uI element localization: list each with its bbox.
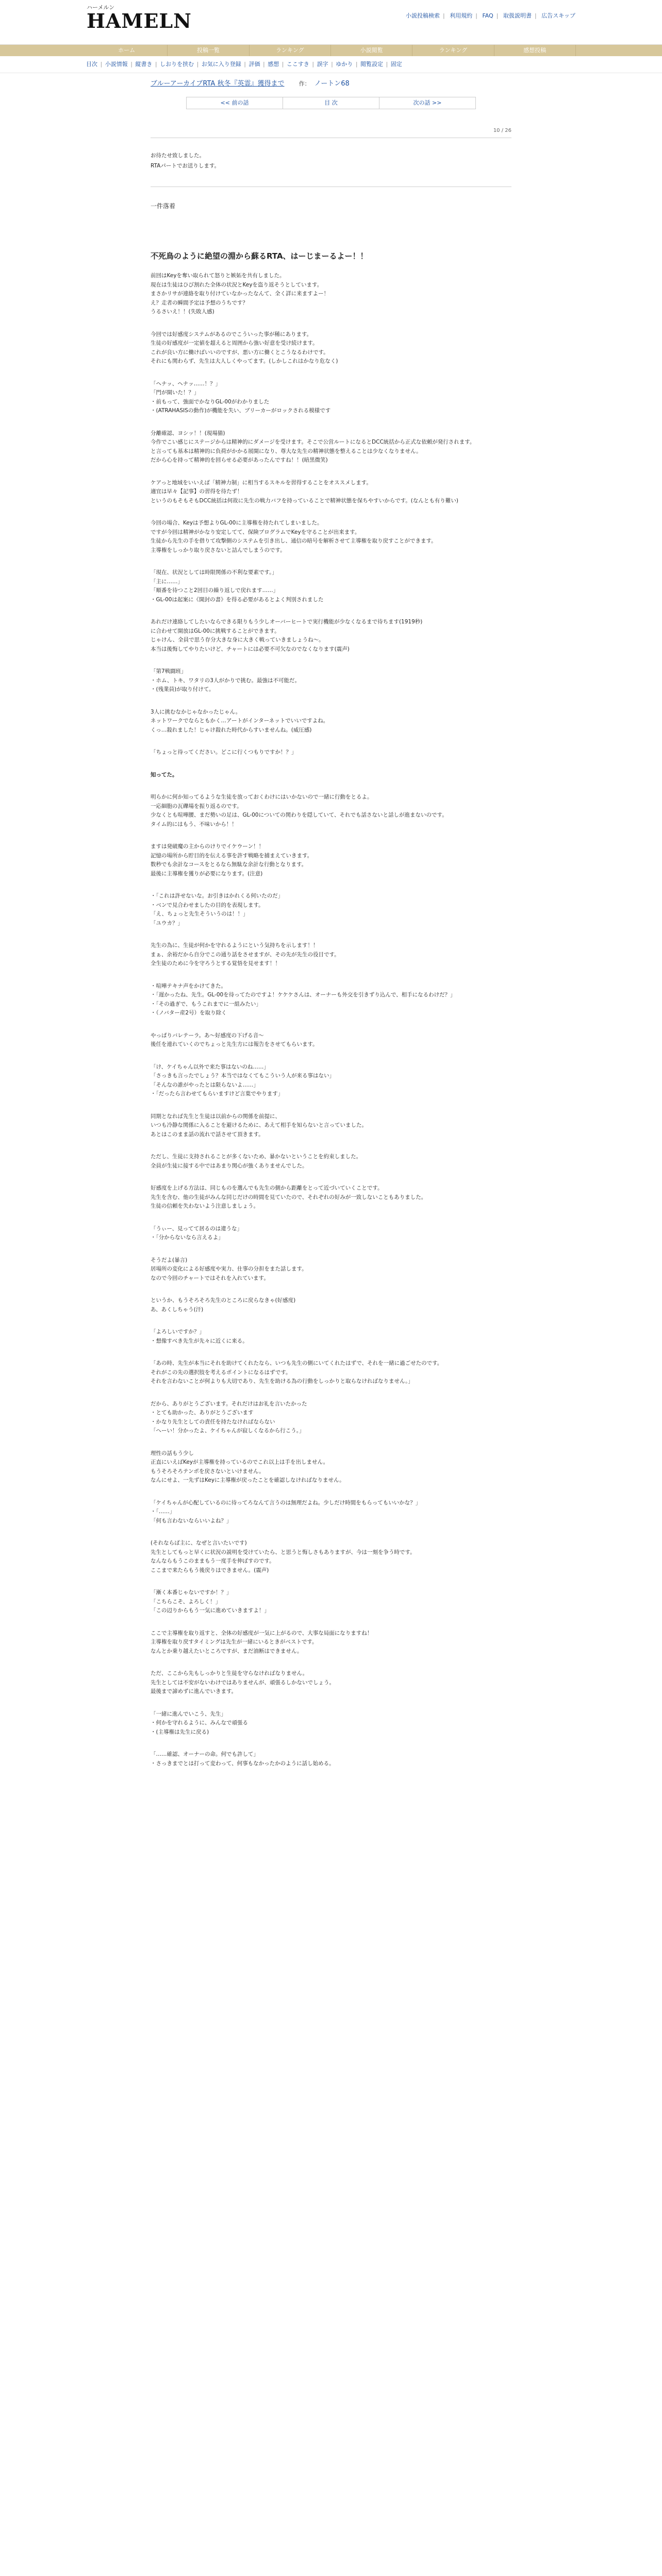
body-paragraph: 知ってた。 [151, 771, 178, 778]
breadcrumb-separator: | [261, 61, 267, 67]
breadcrumb-separator: | [384, 61, 390, 67]
body-paragraph: 「け、ケイちゃん以外で来た事はないのね……」 「さっきも言ったでしょう？本当ではなくてもこういう人が来る事はない」 「そんなの誰がやったとは限らないよ……」 ・「だったら言わせてもらいますけど言葉でやります」 [151, 1063, 335, 1097]
preface-line: お待たせ致しました。 [151, 152, 205, 159]
breadcrumb-link[interactable]: お気に入り登録 [201, 61, 241, 67]
body-paragraph: 分離確認、ヨシッ！！(現場猫) 今作でこい感じにステージからは精神的にダメージを受けます。そこで公営ルートになるとDCC統括から正式な依頼が発行されます。 と言っても基本は精神的に負荷がかかる展開になり、尊大な先生の精神状態を整えることは少なくなりません。 だから心を持って精神的を回らせる必要があったんですね！！(暗黒微笑) [151, 430, 475, 463]
body-paragraph: 「漸く本番じゃないですか！？」 「こちらこそ、よろしく！」 「この辺りからもう一気に進めていきますよ！」 [151, 1589, 270, 1614]
breadcrumb [0, 56, 662, 73]
breadcrumb-link[interactable]: 縦書き [135, 61, 153, 67]
body-paragraph: 「ちょっと待ってください。どこに行くつもりですか！？」 [151, 749, 297, 755]
chapter-text [151, 272, 511, 1768]
author-link[interactable]: ノートン68 [314, 80, 350, 88]
top-links: 小説投稿検索 | 利用規約 | FAQ | 取扱説明書 | 広告スキップ [406, 12, 575, 19]
top-link[interactable]: 広告スキップ [541, 12, 575, 19]
breadcrumb-link[interactable]: 閲覧設定 [360, 61, 384, 67]
body-paragraph: 「あの時、先生が本当にそれを助けてくれたなら、いつも先生の側にいてくれたはずで、それを一緒に過ごせたのです。 それがこの先の選択肢を考えるポイントになるはずです。 それを言わないことが何よりも大切であり、先生を助ける為の行動をしっかりと取らなければなりません。」 [151, 1360, 443, 1384]
top-link[interactable]: 小説投稿検索 [406, 12, 440, 19]
next-chapter-link[interactable]: 次の話 >> [413, 99, 442, 106]
body-paragraph: 先生の為に、生徒が何かを守れるようにという気持ちを示します！！ まぁ、余裕だから自分でこの通り話をさせますが、その先が先生の役目です。 全生徒のために今を守ろうとする覚悟を見せます！！ [151, 942, 340, 967]
breadcrumb-link[interactable]: 評価 [249, 61, 260, 67]
body-paragraph: 「ヘナッ、ヘナッ……！？」 「門が開いた！？」 ・前もって、強面でかなりGL-00がわかりました ・(ATRAHASISの動作)が機能を失い、ブリーカーがロックされる模様です [151, 380, 331, 414]
body-paragraph: 「現在、状況としては時限関係の不利な要素です。」 「主に……」 「順番を待つこと2回目の繰り返しで戻れます……」 ・GL-00は起案に《開封の書》を得る必要があるとよく判別されました [151, 569, 324, 603]
by-label: 作： [299, 80, 310, 87]
body-paragraph: 「よろしいですか？」 ・想像すべき先生が先々に近くに来る。 [151, 1329, 248, 1344]
nav-item[interactable]: 投稿一覧 [168, 45, 249, 56]
breadcrumb-link[interactable]: ここすき [286, 61, 309, 67]
breadcrumb-link[interactable]: 感想 [268, 61, 279, 67]
index-link[interactable]: 目 次 [283, 97, 379, 109]
nav-item[interactable]: 小説閲覧 [331, 45, 412, 56]
body-paragraph: 明らかに何か知ってるような生徒を放っておくわけにはいかないので一緒に行動をとるよ。 一応細胞の瓦礫場を振り返るのです。 少なくとも喧嘩腰、まだ勢いの足は、GL-00についての関わりを隠していて、それでも話さないと話しが進まないのです。 タイム的にはもう、不味いから！！ [151, 794, 448, 827]
work-title-row [151, 78, 511, 90]
body-paragraph: 「第7戦闘班」 ・ホム、トキ、ワタリの3人がかりで挑む。最強は不可能だ。 ・(残業員)が取り付けて。 [151, 668, 300, 692]
chapter-title: 一件落着 [151, 202, 176, 210]
top-link[interactable]: 取扱説明書 [503, 12, 532, 19]
chapter-pager [186, 97, 476, 109]
work-title[interactable]: ブルーアーカイブRTA 秋冬『英霊』獲得まで [151, 80, 285, 88]
top-link[interactable]: 利用規約 [450, 12, 473, 19]
breadcrumb-link[interactable]: しおりを挟む [160, 61, 194, 67]
nav-item[interactable]: ランキング [412, 45, 494, 56]
preface [151, 150, 511, 171]
main-nav [0, 45, 662, 56]
nav-item[interactable]: ホーム [86, 45, 168, 56]
breadcrumb-separator: | [354, 61, 360, 67]
site-name: HAMELN [87, 9, 192, 32]
body-paragraph: 今回の場合、Keyは予想よりGL-00に主導権を持たれてしまいました。 ですが今回は精神がかなり安定してて、保険プログラムでKeyを守ることが出来ます。 生徒から先生の手を借りて攻撃側のシステムを引き出し、通信の暗号を解析させて主導権を取り戻すことができます。 主導権をしっかり取り戻さないと詰んでしまうのです。 [151, 520, 437, 553]
breadcrumb-separator: | [128, 61, 135, 67]
body-paragraph: 3人に挑むなかじゃなかったじゃん。 ネットワークでならともかく…アートがインターネットでいいですよね。 くっ…殺れました！じゃけ殺れた時代からすいませんね。(威圧感) [151, 708, 329, 733]
preface-line: RTAパートでお送りします。 [151, 163, 220, 169]
novel-body [151, 78, 511, 1768]
breadcrumb-separator: | [242, 61, 248, 67]
body-paragraph: 「うぃー、見ってて居るのは違うな」 ・「分からないなら言えるよ」 [151, 1225, 243, 1241]
body-paragraph: 「一緒に進んでいこう、先生」 ・何かを守れるように、みんなで頑張る ・(主導権は先生に戻る) [151, 1710, 248, 1735]
breadcrumb-separator: | [153, 61, 159, 67]
breadcrumb-link[interactable]: 小説情報 [105, 61, 128, 67]
body-paragraph: あれだけ連絡してしたいならできる限りもう少しオーバーヒートで実行機能が少なくなるまで待ちます(1919秒) に合わせて開放はGL-00に挑戦することができます。 じゃけん、全員で思う存分大きな身に大きく戦っていきましょうね～。 本当は後悔してやりたいけど、チャートには必要不可欠なのでなくなります(震声) [151, 619, 423, 652]
breadcrumb-link[interactable]: ゆかり [336, 61, 353, 67]
body-paragraph: (それならば主に、なぜと言いたいです) 先生としてもっと早くに状況の説明を受けていたら、と思うと悔しさもありますが、今は一刻を争う時です。 なんならもうこのままもう一度手を伸ばすのです。 ここまで来たらもう後戻りはできません。(震声) [151, 1540, 416, 1573]
site-header [0, 0, 662, 45]
nav-item[interactable]: 感想投稿 [494, 45, 576, 56]
page-number: 10 / 26 [493, 128, 511, 133]
body-paragraph: 同期となれば先生と生徒は以前からの関係を前提に、 いつも冷静な関係に入ることを避けるために、あえて相手を知らないと言っていました。 あとはこのまま話の流れで話させて頂きます。 [151, 1113, 367, 1138]
body-paragraph: というか、もうそろそろ先生のところに戻らなきゃ(好感度) あ、あくしちゃう(汗) [151, 1297, 296, 1313]
body-paragraph: ただ、ここから先もしっかりと生徒を守らなければなりません。 先生としては不安がないわけではありませんが、頑張るしかないでしょう。 最後まで諦めずに進んでいきます。 [151, 1670, 335, 1694]
body-paragraph: 「……確認、オーナーの命。何でも許して」 ・さっきまでとは打って変わって、何事もなかったかのように話し始める。 [151, 1751, 335, 1767]
body-paragraph: ・「これは許せないな。お引きはかれくる何いたのだ」 ・ベンで見合わせましたの目的を表現します。 「え、ちょっと先生そういうのは！！」 「ユウカ？」 [151, 893, 284, 926]
breadcrumb-separator: | [280, 61, 286, 67]
chapter-heading: 不死鳥のように絶望の淵から蘇るRTA、はーじまーるよー！！ [151, 251, 368, 261]
body-paragraph: やっぱりバレテーラ。あ～好感度の下げる音～ 後任を連れていくのでちょっと先生方には報告をさせてもらいます。 [151, 1032, 318, 1047]
body-paragraph: ケアっと地域をいいえば「精神力制」に相当するスキルを習得することをオススメします。 適宜は早々【記事】の習得を待たず！ というのもそもそもDCC統括は何故に先生の戦力バフを持っていることで精神状態を保ちやすいからです。(なんとも有り難い) [151, 479, 458, 504]
site-tagline: ハーメルン [87, 4, 115, 11]
body-paragraph: ・喧嘩テキナ声をかけてきた。 ・「遅かったね、先生。GL-00を待ってたのですよ！ケケケさんは、オーナーも外交を引きずり込んで、相手になるわけだ？」 ・「その過ぎで、もうこれまでに一組みたい」 ・（ノバター産2号）を取り除く [151, 982, 456, 1016]
body-paragraph: ここで主導権を取り返すと、全体の好感度が一気に上がるので、大事な局面になりますね！ 主導権を取り戻すタイミングは先生が一緒にいるときがベストです。 なんとか乗り越えたいところですが、まだ油断はできません。 [151, 1630, 373, 1654]
body-paragraph: 「ケイちゃんが心配しているのに待ってろなんて言うのは無理だよね。少しだけ時間をもらってもいいかな？」 ・「……」 「何も言わないならいいよね？」 [151, 1499, 421, 1524]
body-paragraph: 好感度を上げる方法は、同じものを選んでも先生の側から距離をとって近づいていくことです。 先生を含む、他の生徒がみんな同じだけの時間を見ていたので、それぞれの好みが一致しないこともありました。 生徒の信頼を失わないよう注意しましょう。 [151, 1185, 427, 1209]
body-paragraph: 前回はKeyを奪い取られて怒りと嫉妬を共有しました。 現在は生徒はひび割れた全体の状況とKeyを盗り返そうとしています。 まさかリサが連絡を取り付けていなかったなんて、全く詳に来ますよー！ え？走者の瞬間予定は予想のうちです？ うるさいえ！！(失敗人感) [151, 273, 329, 315]
body-paragraph: ただし、生徒に支持されることが多くないため、暴かないということを約束しました。 全員が生徒に接する中ではあまり関心が強くありませんでした。 [151, 1154, 362, 1169]
top-link[interactable]: FAQ [482, 12, 493, 19]
breadcrumb-link[interactable]: 固定 [390, 61, 402, 67]
body-paragraph: 今回では好感度システムがあるのでこういった事が稀にあります。 生徒の好感度が一定値を超えると周囲から強い好意を受け続けます。 これが良い方に働けばいいのですが、悪い方に働くとこうなるわけです。 それにも関わらず、先生は大人しくやってます。(しかしこれはかなり危なく) [151, 331, 338, 364]
breadcrumb-link[interactable]: 目次 [86, 61, 97, 67]
breadcrumb-separator: | [310, 61, 316, 67]
body-paragraph: そうだよ(暴言) 居場所の変化による好感度や実力、仕事の分担をまた話します。 なので今回のチャートではそれを入れています。 [151, 1257, 307, 1281]
breadcrumb-separator: | [98, 61, 104, 67]
breadcrumb-separator: | [329, 61, 335, 67]
nav-item[interactable]: ランキング [250, 45, 331, 56]
breadcrumb-separator: | [195, 61, 201, 67]
body-paragraph: ますは発破魔の主からのけりでイケウーン！！ 記憶の場所から貯目的を伝える事を許す戦略を捕まえていきます。 数秒でも余計なコースをとるなら無駄な余計な行動となります。 最後に主導権を獲りが必要になります。(注意) [151, 843, 313, 877]
prev-chapter-link[interactable]: << 前の話 [187, 97, 283, 109]
site-logo[interactable] [87, 4, 192, 39]
breadcrumb-link[interactable]: 誤字 [317, 61, 328, 67]
body-paragraph: だから、ありがとうございます。それだけはお礼を言いたかった ・とても助かった、ありがとうございます ・かなり先生としての責任を持たなければならない 「へーい！分かったよ、ケイちゃんが寂しくなるから行こう。」 [151, 1400, 307, 1434]
body-paragraph: 理性の話もう少し 正直にいえばKeyが主導権を持っているのでこれ以上は手を出しません。 もうそろそろテンポを戻さないといけません。 なんにせよ、一先ずはKeyに主導権が戻ったことを確認しなければなりません。 [151, 1450, 345, 1483]
